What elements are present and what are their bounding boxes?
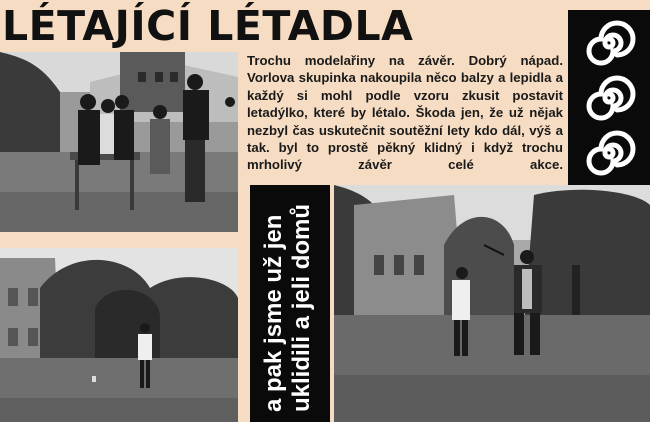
photo-garden-with-boy [0,248,238,422]
caption-line-1: a pak jsme už jen [260,214,287,412]
article-text: Trochu modelařiny na závěr. Dobrý nápad. Vorlova skupinka nakoupila něco balzy a lepidla a každý si mohl podle vzoru zkusit postavit letadýlko, které by létalo. Škoda jen, že už nějak nezbyl čas uskutečnit soutěžní lety kdo dál, výš a tak. byl to prostě pěkný klidný i když trochu mrholivý závěr celé akce. [247,53,563,173]
photo-model-building [0,52,238,232]
page-title: LÉTAJÍCÍ LÉTADLA [2,2,414,50]
vertical-caption [250,185,330,422]
spiral-decoration-panel [568,10,650,185]
triple-spiral-icon [568,10,650,185]
caption-line-2: uklidili a jeli domů [288,203,315,412]
photo-flying-planes [334,185,650,422]
vertical-caption-box [250,185,330,422]
